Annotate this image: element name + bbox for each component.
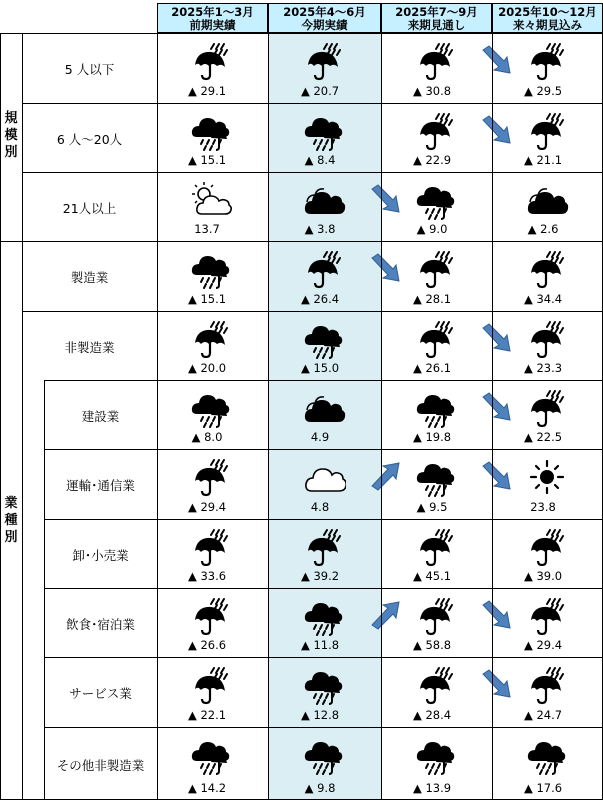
arrow-down-right-icon [369,251,403,285]
cell-value: ▲ 22.5 [523,430,563,444]
cell-value: ▲ 29.5 [523,84,563,98]
cloud-outline-icon [302,457,346,497]
cell-value: ▲ 9.5 [416,500,448,514]
arrow-down-right-icon [480,598,514,632]
cell-value: ▲ 34.4 [523,292,563,306]
cell-value: ▲ 39.2 [300,569,340,583]
header-kind: 今期実績 [301,18,348,32]
row-label: 非製造業 [64,339,115,355]
row-label: 6 人～20人 [56,131,123,147]
arrow-down-right-icon [480,459,514,493]
arrow-down-right-icon [480,667,514,701]
cell-value: ▲ 26.1 [412,361,452,375]
header-after-next-period [492,3,603,33]
cell-value: ▲ 29.4 [187,500,227,514]
sun-cloud-icon [189,180,233,220]
group-label-text: 業 種 別 [4,496,18,545]
umbrella-rain-icon [525,319,569,359]
cell-value: ▲ 12.8 [300,708,340,722]
header-current-period [268,3,381,33]
header-period: 2025年10～12月 [498,5,597,19]
umbrella-rain-icon [414,665,458,705]
umbrella-rain-icon [189,319,233,359]
cloud-rain-icon [302,111,346,151]
umbrella-rain-icon [189,41,233,81]
column-divider [0,33,1,800]
cell-value: ▲ 19.8 [412,430,452,444]
sun-icon [525,457,569,497]
group-label-text: 規 模 別 [4,111,18,160]
arrow-up-right-icon [369,459,403,493]
cell-value: ▲ 58.8 [412,638,452,652]
cloud-rain-icon [414,457,458,497]
cell-value: ▲ 23.3 [523,361,563,375]
cell-value: ▲ 26.6 [187,638,227,652]
cell-value: ▲ 22.1 [187,708,227,722]
cloud-rain-icon [189,111,233,151]
cloud-icon [525,180,569,220]
column-divider [157,33,158,800]
cell-value: ▲ 45.1 [412,569,452,583]
cell-value: ▲ 20.7 [300,84,340,98]
cell-value: ▲ 29.1 [187,84,227,98]
header-kind: 来々期見込み [513,18,582,32]
cloud-rain-icon [189,735,233,775]
column-divider [44,380,45,800]
cloud-rain-icon [525,735,569,775]
cell-value: 4.9 [310,430,330,444]
umbrella-rain-icon [414,319,458,359]
umbrella-rain-icon [302,249,346,289]
cell-value: ▲ 15.1 [187,153,227,167]
cell-value: ▲ 39.0 [523,569,563,583]
header-prev-period [157,3,268,33]
cell-value: ▲ 9.8 [304,781,336,795]
cell-value: 13.7 [194,222,220,236]
umbrella-rain-icon [302,527,346,567]
umbrella-rain-icon [414,527,458,567]
row-label: 21人以上 [62,200,117,216]
arrow-down-right-icon [480,43,514,77]
umbrella-rain-icon [302,41,346,81]
cloud-rain-icon [414,735,458,775]
header-next-period [381,3,492,33]
cloud-rain-icon [414,388,458,428]
arrow-down-right-icon [369,182,403,216]
cell-value: ▲ 13.9 [412,781,452,795]
umbrella-rain-icon [189,665,233,705]
umbrella-rain-icon [525,41,569,81]
umbrella-rain-icon [414,41,458,81]
cell-value: ▲ 15.1 [187,292,227,306]
cell-value: ▲ 8.0 [191,430,223,444]
column-divider [492,33,493,800]
cell-value: ▲ 17.6 [523,781,563,795]
cloud-icon [302,180,346,220]
cell-value: ▲ 20.0 [187,361,227,375]
cell-value: ▲ 15.0 [300,361,340,375]
arrow-up-right-icon [369,598,403,632]
umbrella-rain-icon [525,111,569,151]
umbrella-rain-icon [525,527,569,567]
row-label: 卸･小売業 [72,547,129,563]
header-kind: 来期見通し [407,18,466,32]
cell-value: ▲ 30.8 [412,84,452,98]
umbrella-rain-icon [525,596,569,636]
umbrella-rain-icon [189,596,233,636]
cell-value: ▲ 21.1 [523,153,563,167]
cloud-rain-icon [302,665,346,705]
column-divider [381,33,382,800]
cloud-rain-icon [302,735,346,775]
umbrella-rain-icon [414,111,458,151]
row-label: 製造業 [70,270,109,285]
row-label: 5 人以下 [64,62,115,77]
header-kind: 前期実績 [189,18,236,32]
cell-value: 4.8 [310,500,330,514]
cell-value: ▲ 3.8 [304,222,336,236]
umbrella-rain-icon [525,388,569,428]
cell-value: ▲ 26.4 [300,292,340,306]
cell-value: ▲ 22.9 [412,153,452,167]
cell-value: ▲ 28.4 [412,708,452,722]
umbrella-rain-icon [414,249,458,289]
arrow-down-right-icon [480,321,514,355]
cell-value: ▲ 33.6 [187,569,227,583]
cell-value: ▲ 2.6 [527,222,559,236]
umbrella-rain-icon [189,527,233,567]
cloud-rain-icon [189,249,233,289]
cell-value: ▲ 8.4 [304,153,336,167]
cell-value: ▲ 11.8 [300,638,340,652]
umbrella-rain-icon [525,665,569,705]
column-divider [268,33,269,800]
cloud-rain-icon [414,180,458,220]
cloud-rain-icon [302,596,346,636]
cloud-rain-icon [189,388,233,428]
cell-value: ▲ 24.7 [523,708,563,722]
group-label-scale [0,110,22,161]
umbrella-rain-icon [189,457,233,497]
arrow-down-right-icon [480,390,514,424]
cell-value: ▲ 28.1 [412,292,452,306]
row-label: 運輸･通信業 [66,478,135,493]
header-period: 2025年4～6月 [283,5,366,19]
arrow-down-right-icon [480,113,514,147]
cell-value: ▲ 29.4 [523,638,563,652]
row-label: その他非製造業 [56,757,145,773]
umbrella-rain-icon [414,596,458,636]
cloud-rain-icon [302,319,346,359]
umbrella-rain-icon [525,249,569,289]
cell-value: ▲ 14.2 [187,781,227,795]
header-blank-corner [0,3,157,33]
header-period: 2025年7～9月 [395,5,478,19]
row-label: 建設業 [81,408,120,424]
header-period: 2025年1～3月 [171,5,254,19]
row-label: サービス業 [69,686,132,701]
cell-value: ▲ 9.0 [416,222,448,236]
cloud-icon [302,388,346,428]
group-label-industry [0,495,22,546]
column-divider [22,33,23,800]
row-label: 飲食･宿泊業 [66,616,135,632]
cell-value: 23.8 [530,500,556,514]
